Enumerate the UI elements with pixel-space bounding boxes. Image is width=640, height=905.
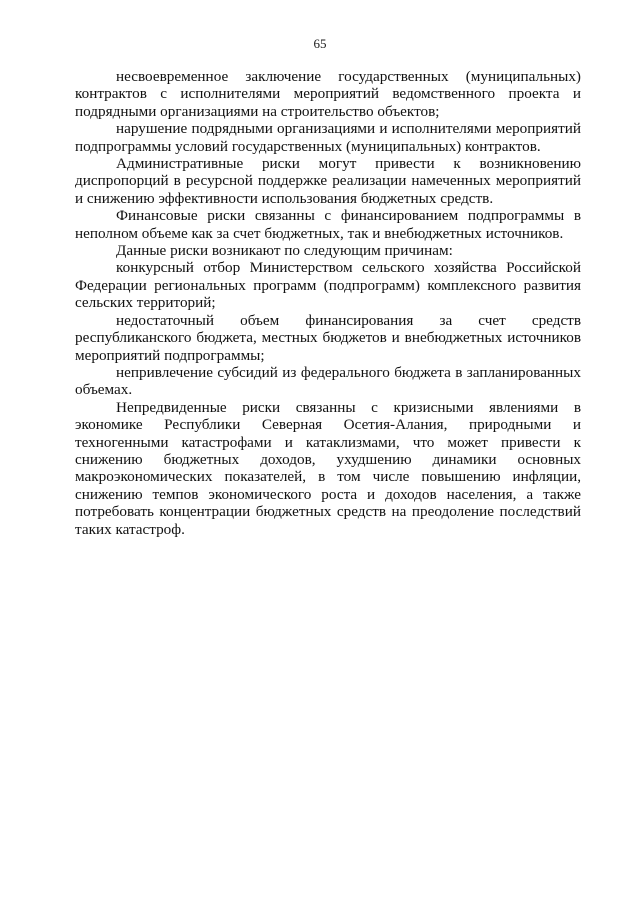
paragraph-risk-causes-intro: Данные риски возникают по следующим причинам: xyxy=(116,242,453,260)
page-number: 65 xyxy=(313,36,327,51)
paragraph-insufficient-funding: недостаточный объем финансирования за счет средств республиканского бюджета, местных бюджетов и внебюджетных источников мероприятий подпрограммы; xyxy=(75,311,581,364)
paragraph-competitive-selection: конкурсный отбор Министерством сельского хозяйства Российской Федерации региональных программ (подпрограмм) комплексного развития сельских территорий; xyxy=(75,259,581,312)
paragraph-contract-violations: нарушение подрядными организациями и исполнителями мероприятий подпрограммы условий государственных (муниципальных) контрактов. xyxy=(75,120,581,155)
paragraph-subsidies-not-attracted: непривлечение субсидий из федерального бюджета в запланированных объемах. xyxy=(75,363,581,399)
paragraph-unforeseen-risks: Непредвиденные риски связанны с кризисными явлениями в экономике Республики Северная Осетия-Алания, природными и техногенными катастрофами и катаклизмами, что может привести к снижению бюджетных доходов, ухудшению динамики основных макроэкономических показателей, в том числе повышению инфляции, снижению темпов экономического роста и доходов населения, а также потребовать концентрации бюджетных средств на преодоление последствий таких катастроф. xyxy=(75,398,581,538)
paragraph-financial-risks: Финансовые риски связанны с финансированием подпрограммы в неполном объеме как за счет бюджетных, так и внебюджетных источников. xyxy=(75,207,581,242)
paragraph-administrative-risks: Административные риски могут привести к возникновению диспропорций в ресурсной поддержке реализации намеченных мероприятий и снижению эффективности использования бюджетных средств. xyxy=(75,155,581,207)
paragraph-untimely-contracts: несвоевременное заключение государственных (муниципальных) контрактов с исполнителями мероприятий ведомственного проекта и подрядными организациями на строительство объектов; xyxy=(75,68,581,120)
document-body xyxy=(75,68,581,538)
